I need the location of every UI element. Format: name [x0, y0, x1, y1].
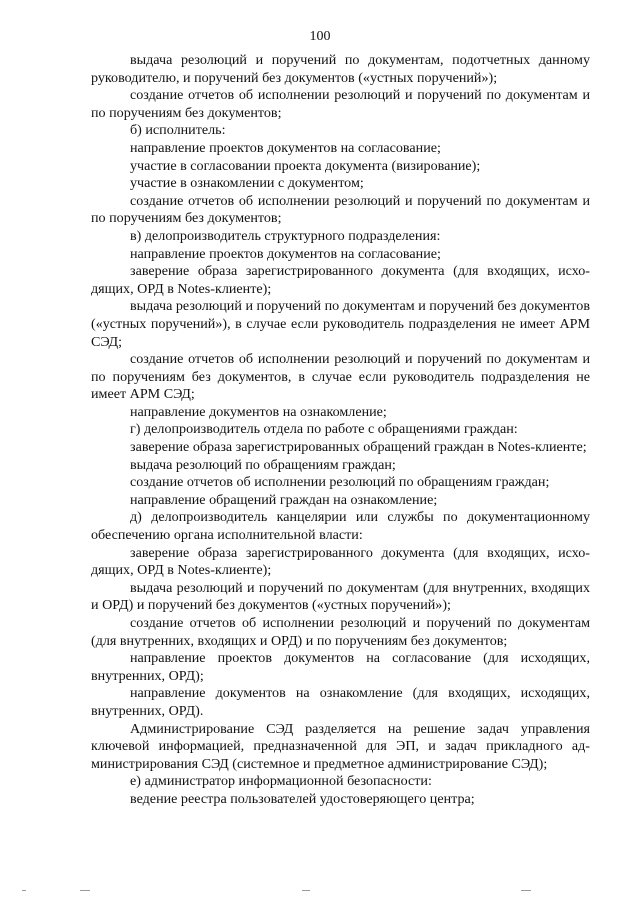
paragraph: направление обращений граждан на ознакомление; — [130, 491, 438, 508]
scan-mark — [302, 890, 310, 891]
paragraph: участие в согласовании проекта документа (визирование); — [130, 157, 481, 174]
paragraph: выдача резолюций по обращениям граждан; — [130, 456, 396, 473]
section-heading-v: в) делопроизводитель структурного подразделения: — [130, 227, 441, 244]
paragraph: создание отчетов об исполнении резолюций и поручений по документам и по поручениям без документов; — [91, 192, 590, 227]
paragraph: участие в ознакомлении с документом; — [130, 175, 364, 192]
paragraph: заверение образа зарегистрированного документа (для входящих, исходящих, ОРД в Notes-клиенте); — [91, 263, 590, 297]
paragraph: создание отчетов об исполнении резолюций и поручений по документам и по поручениям без документов, в случае если руководитель подразделения не имеет АРМ СЭД; — [91, 351, 590, 403]
paragraph: направление проектов документов на согласование (для исходящих, внутренних, ОРД); — [91, 650, 590, 684]
paragraph: направление документов на ознакомление; — [130, 403, 387, 420]
paragraph: Администрирование СЭД разделяется на решение задач управления ключевой информацией, предназначенной для ЭП, и задач прикладного администрирования СЭД (системное и предметное администрирование СЭД); — [91, 720, 590, 772]
paragraph: заверение образа зарегистрированных обращений граждан в Notes-клиенте; — [130, 439, 587, 456]
paragraph: заверение образа зарегистрированного документа (для входящих, исходящих, ОРД в Notes-клиенте); — [91, 544, 590, 579]
paragraph: направление проектов документов на согласование; — [130, 245, 441, 262]
section-heading-d: д) делопроизводитель канцелярии или службы по документационному обеспечению органа исполнительной власти: — [91, 509, 590, 544]
paragraph: направление проектов документов на согласование; — [130, 139, 441, 156]
paragraph: создание отчетов об исполнении резолюций и поручений по документам и по поручениям без документов; — [91, 87, 590, 121]
section-heading-g: г) делопроизводитель отдела по работе с обращениями граждан: — [130, 421, 518, 438]
section-heading-b: б) исполнитель: — [130, 122, 226, 139]
document-body — [91, 52, 590, 809]
paragraph: выдача резолюций и поручений по документам, подотчетных данному руководителю, и поручений без документов («устных поручений»); — [91, 52, 590, 86]
paragraph: ведение реестра пользователей удостоверяющего центра; — [130, 790, 475, 807]
section-heading-e: е) администратор информационной безопасности: — [130, 773, 432, 790]
paragraph: создание отчетов об исполнении резолюций по обращениям граждан; — [130, 474, 550, 491]
scan-mark — [80, 890, 90, 891]
paragraph: направление документов на ознакомление (для входящих, исходящих, внутренних, ОРД). — [91, 685, 590, 719]
scan-edge-marks — [0, 887, 640, 893]
paragraph: создание отчетов об исполнении резолюций и поручений по документам (для внутренних, входящих и ОРД) и по поручениям без документов; — [91, 615, 590, 649]
paragraph: выдача резолюций и поручений по документам (для внутренних, входящих и ОРД) и поручений без документов («устных поручений»); — [91, 579, 590, 614]
page-number: 100 — [309, 29, 331, 44]
scan-mark — [22, 890, 26, 891]
paragraph: выдача резолюций и поручений по документам и поручений без документов («устных поручений»), в случае если руководитель подразделения не имеет АРМ СЭД; — [91, 298, 590, 350]
scan-mark — [521, 890, 531, 891]
